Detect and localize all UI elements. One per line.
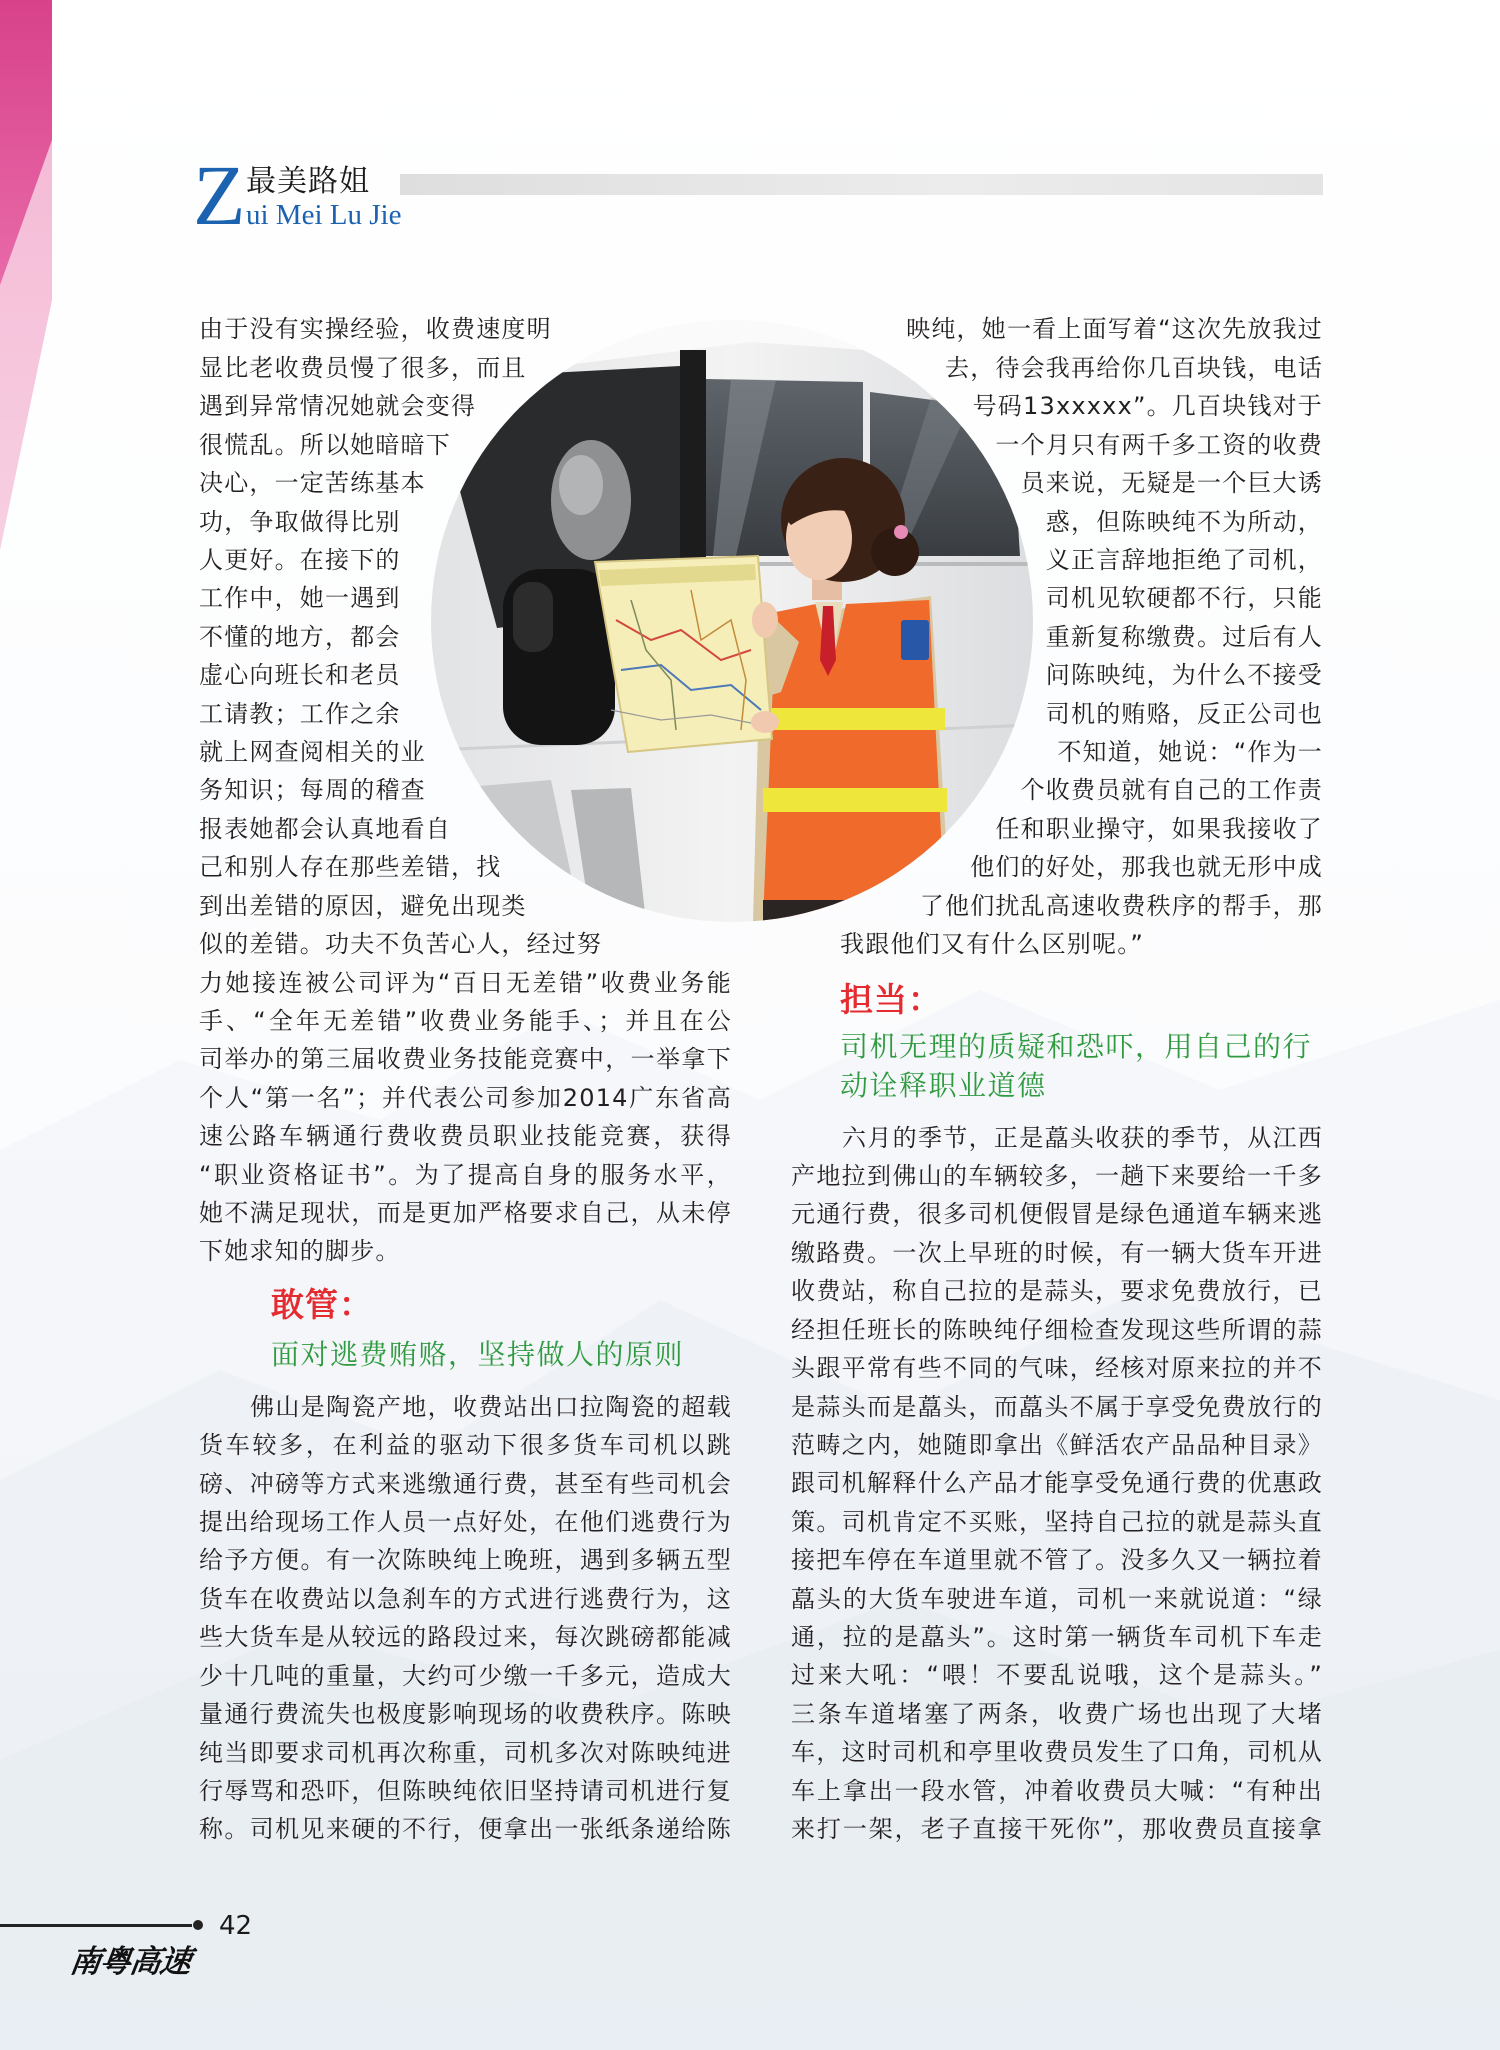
text-line: 下她求知的脚步。 [199,1237,401,1266]
text-line: 藠头的大货车驶进车道，司机一来就说道：“绿 [791,1584,1323,1613]
text-line: 惑，但陈映纯不为所动， [1045,507,1323,536]
text-line: 不知道，她说：“作为一 [1057,738,1323,767]
section-heading-right: 担当： [840,980,942,1019]
text-line: 范畴之内，她随即拿出《鲜活农产品品种目录》 [791,1430,1323,1459]
text-line: 个收费员就有自己的工作责 [1020,776,1323,805]
text-line: 六月的季节，正是藠头收获的季节，从江西 [842,1123,1323,1152]
text-line: 决心，一定苦练基本 [199,469,426,498]
hand [752,602,778,638]
text-line: 跟司机解释什么产品才能享受免通行费的优惠政 [791,1469,1323,1498]
text-line: 头跟平常有些不同的气味，经核对原来拉的并不 [791,1354,1323,1383]
text-line: 遇到异常情况她就会变得 [199,392,477,421]
text-line: 任和职业操守，如果我接收了 [995,814,1323,843]
text-line: 过来大吼：“喂！不要乱说哦，这个是蒜头。” [791,1661,1323,1690]
text-line: 佛山是陶瓷产地，收费站出口拉陶瓷的超载 [250,1392,732,1421]
text-line: 手、“全年无差错”收费业务能手、；并且在公 [199,1006,732,1035]
header-initial-letter: Z [193,147,246,243]
text-line: 虚心向班长和老员 [199,661,401,690]
text-line: 人更好。在接下的 [199,545,401,574]
text-line: 司机的贿赂，反正公司也 [1045,699,1323,728]
text-line: 车上拿出一段水管，冲着收费员大喊：“有种出 [791,1776,1323,1805]
text-line: 车，这时司机和亭里收费员发生了口角，司机从 [791,1738,1323,1767]
text-line: 给予方便。有一次陈映纯上晚班，遇到多辆五型 [199,1546,732,1575]
pink-corner-decoration [0,0,60,560]
text-line: 货车较多，在利益的驱动下很多货车司机以跳 [199,1431,732,1460]
section-heading-left: 敢管： [271,1285,373,1324]
text-line: 己和别人存在那些差错，找 [199,853,502,882]
text-line: 元通行费，很多司机便假冒是绿色通道车辆来逃 [791,1200,1323,1229]
text-line: 去，待会我再给你几百块钱，电话 [945,353,1323,382]
text-line: 通，拉的是藠头”。这时第一辆货车司机下车走 [791,1623,1323,1652]
text-line: 我跟他们又有什么区别呢。” [840,930,1145,959]
section-subheading-right-line: 司机无理的质疑和恐吓，用自己的行 [840,1030,1313,1063]
text-line: 司举办的第三届收费业务技能竞赛中，一举拿下 [199,1045,732,1074]
text-line: 产地拉到佛山的车辆较多，一趟下来要给一千多 [791,1162,1323,1191]
text-line: 重新复称缴费。过后有人 [1045,622,1323,651]
section-subheading-left: 面对逃费贿赂，坚持做人的原则 [271,1338,685,1371]
text-line: 似的差错。功夫不负苦心人，经过努 [199,930,603,959]
text-line: 些大货车是从较远的路段过来，每次跳磅都能减 [199,1623,732,1652]
text-line: 他们的好处，那我也就无形中成 [970,853,1323,882]
text-line: 收费站，称自己拉的是蒜头，要求免费放行，已 [791,1277,1323,1306]
footer-dot [193,1920,203,1930]
text-line: 显比老收费员慢了很多，而且 [199,353,527,382]
text-line: 不懂的地方，都会 [199,622,401,651]
text-line: 行辱骂和恐吓，但陈映纯依旧坚持请司机进行复 [199,1777,732,1805]
text-line: 问陈映纯，为什么不接受 [1045,661,1323,690]
text-line: 由于没有实操经验，收费速度明 [199,315,552,344]
text-line: 三条车道堵塞了两条，收费广场也出现了大堵 [791,1699,1323,1728]
text-line: 务知识；每周的稽查 [199,776,426,805]
text-line: 了他们扰乱高速收费秩序的帮手，那 [919,891,1323,920]
text-line: 磅、冲磅等方式来逃缴通行费，甚至有些司机会 [199,1469,732,1498]
text-line: 工请教；工作之余 [199,699,401,728]
text-line: 司机见软硬都不行，只能 [1045,584,1323,613]
footer-rule [0,1924,192,1927]
text-line: 到出差错的原因，避免出现类 [199,891,527,920]
hand [751,711,779,733]
text-line: 提出给现场工作人员一点好处，在他们逃费行为 [199,1508,732,1537]
text-line: 很慌乱。所以她暗暗下 [199,430,451,459]
text-line: 员来说，无疑是一个巨大诱 [1020,469,1323,498]
text-line: 映纯，她一看上面写着“这次先放我过 [906,315,1323,344]
header-bar [400,174,1323,195]
text-line: 号码13xxxxx”。几百块钱对于 [972,392,1323,421]
text-line: 一个月只有两千多工资的收费 [995,430,1323,459]
text-line: 就上网查阅相关的业 [199,738,426,767]
text-line: 义正言辞地拒绝了司机， [1045,545,1323,574]
page-number: 42 [219,1911,253,1941]
text-line: 个人“第一名”；并代表公司参加2014广东省高 [199,1083,732,1112]
text-line: 经担任班长的陈映纯仔细检查发现这些所谓的蒜 [791,1315,1323,1344]
text-line: 策。司机肯定不买账，坚持自己拉的就是蒜头直 [791,1507,1323,1536]
section-subheading-right-line: 动诠释职业道德 [840,1069,1047,1102]
text-line: 工作中，她一遇到 [199,584,401,613]
text-line: 货车在收费站以急刹车的方式进行逃费行为，这 [199,1584,732,1613]
text-line: 称。司机见来硬的不行，便拿出一张纸条递给陈 [199,1815,732,1844]
text-line: 力她接连被公司评为“百日无差错”收费业务能 [199,968,732,997]
text-line: 报表她都会认真地看自 [199,814,451,843]
text-line: 接把车停在车道里就不管了。没多久又一辆拉着 [791,1546,1323,1575]
text-line: 功，争取做得比别 [199,507,401,536]
text-line: 是蒜头而是藠头，而藠头不属于享受免费放行的 [791,1392,1323,1421]
text-line: “职业资格证书”。为了提高自身的服务水平， [199,1160,732,1189]
text-line: 少十几吨的重量，大约可少缴一千多元，造成大 [199,1661,732,1690]
text-line: 她不满足现状，而是更加严格要求自己，从未停 [199,1199,732,1228]
text-line: 量通行费流失也极度影响现场的收费秩序。陈映 [199,1700,732,1729]
text-line: 纯当即要求司机再次称重，司机多次对陈映纯进 [199,1738,732,1767]
header-title-cn: 最美路姐 [246,164,370,199]
header-title-en: ui Mei Lu Jie [246,199,402,231]
text-line: 来打一架，老子直接干死你”，那收费员直接拿 [791,1815,1323,1844]
magazine-logo: 南粤高速 [67,1944,193,1980]
text-line: 缴路费。一次上早班的时候，有一辆大货车开进 [791,1238,1323,1267]
text-line: 速公路车辆通行费收费员职业技能竞赛，获得 [199,1122,732,1151]
